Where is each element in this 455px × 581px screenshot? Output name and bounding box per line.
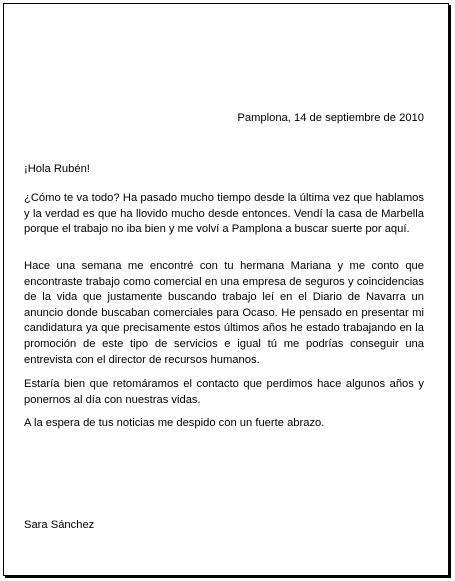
signature: Sara Sánchez (24, 519, 95, 531)
greeting: ¡Hola Rubén! (24, 163, 90, 175)
paragraph-4: A la espera de tus noticias me despido con un fuerte abrazo. (24, 417, 325, 429)
paragraph-1: ¿Cómo te va todo? Ha pasado mucho tiempo desde la última vez que hablamos y la verdad es que ha llovido mucho desde entonces. Vendí la casa de Marbella porque el trabajo no iba bien y me volví a Pamplona a buscar suerte por aquí. (24, 192, 424, 236)
letter-page (3, 3, 449, 576)
paragraph-3: Estaría bien que retomáramos el contacto que perdimos hace algunos años y ponernos al día con nuestras vidas. (24, 378, 424, 406)
paragraph-2: Hace una semana me encontré con tu hermana Mariana y me conto que encontraste trabajo como comercial en una empresa de seguros y coincidencias de la vida que justamente buscando trabajo leí en el Diario de Navarra un anuncio donde buscaban comerciales para Ocaso. He pensado en presentar mi candidatura ya que precisamente estos últimos años he estado trabajando en la promoción de este tipo de servicios e igual tú me podrías conseguir una entrevista con el director de recursos humanos. (24, 260, 424, 366)
date-line: Pamplona, 14 de septiembre de 2010 (237, 112, 424, 124)
